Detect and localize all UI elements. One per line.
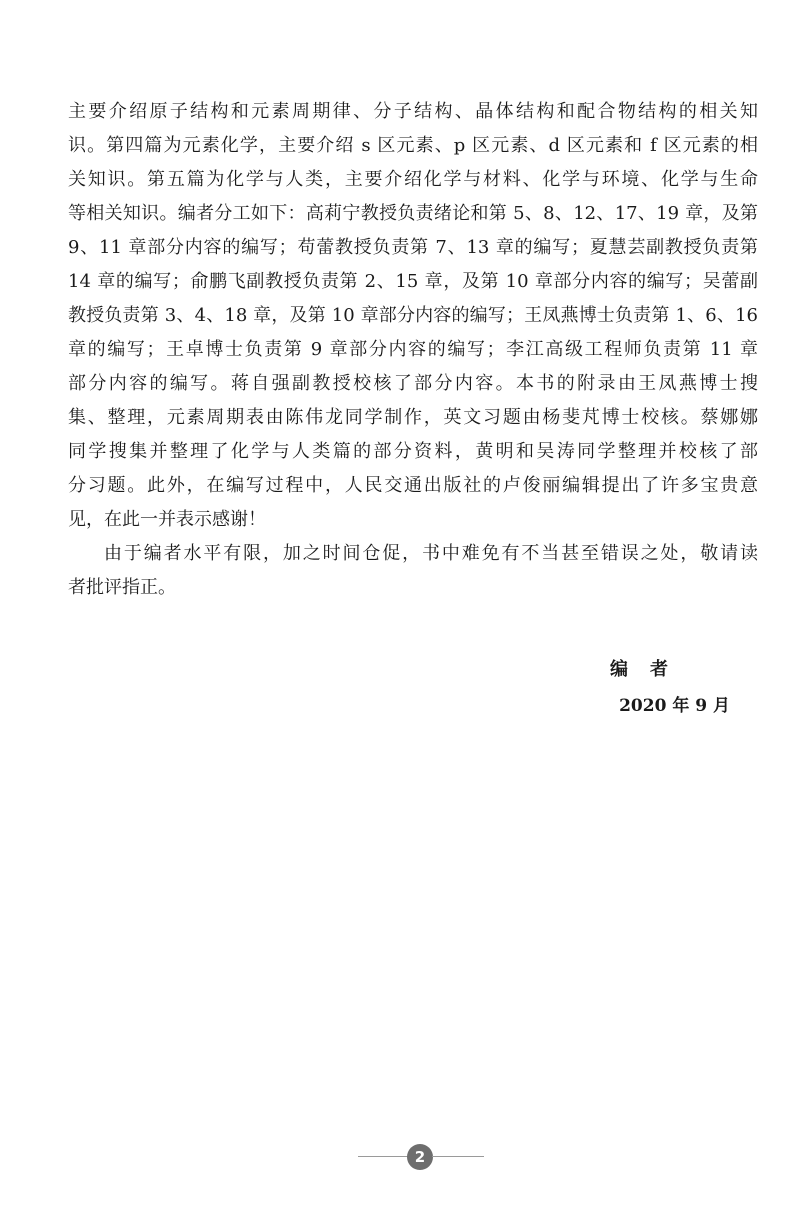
text-line: 关知识。第五篇为化学与人类，主要介绍化学与材料、化学与环境、化学与生命 [68,169,758,190]
text-line: 见，在此一并表示感谢！ [68,509,266,530]
page-footer [0,1143,790,1173]
text-line: 集、整理，元素周期表由陈伟龙同学制作，英文习题由杨斐芃博士校核。蔡娜娜 [68,407,758,428]
text-line: 教授负责第 3、4、18 章，及第 10 章部分内容的编写；王凤燕博士负责第 1、6、16 [68,305,758,326]
page-number-badge: 2 [407,1144,433,1170]
preface-body [68,95,758,605]
text-line: 14 章的编写；俞鹏飞副教授负责第 2、15 章，及第 10 章部分内容的编写；吴蕾副 [68,271,758,292]
footer-rule-right [432,1156,484,1157]
text-line: 由于编者水平有限，加之时间仓促，书中难免有不当甚至错误之处，敬请读 [104,543,758,564]
signature-date: 2020 年 9 月 [619,696,730,716]
text-line: 主要介绍原子结构和元素周期律、分子结构、晶体结构和配合物结构的相关知 [68,101,758,122]
text-line: 分习题。此外，在编写过程中，人民交通出版社的卢俊丽编辑提出了许多宝贵意 [68,475,758,496]
text-line: 识。第四篇为元素化学，主要介绍 s 区元素、p 区元素、d 区元素和 f 区元素的相 [68,135,758,156]
text-line: 章的编写；王卓博士负责第 9 章部分内容的编写；李江高级工程师负责第 11 章 [68,339,758,360]
text-line: 同学搜集并整理了化学与人类篇的部分资料，黄明和吴涛同学整理并校核了部 [68,441,758,462]
footer-rule-left [358,1156,408,1157]
text-line: 等相关知识。编者分工如下：高莉宁教授负责绪论和第 5、8、12、17、19 章，及第 [68,203,758,224]
signature-author: 编者 [610,659,690,680]
text-line: 者批评指正。 [68,577,176,598]
text-line: 部分内容的编写。蒋自强副教授校核了部分内容。本书的附录由王凤燕博士搜 [68,373,758,394]
text-line: 9、11 章部分内容的编写；苟蕾教授负责第 7、13 章的编写；夏慧芸副教授负责第 [68,237,758,258]
